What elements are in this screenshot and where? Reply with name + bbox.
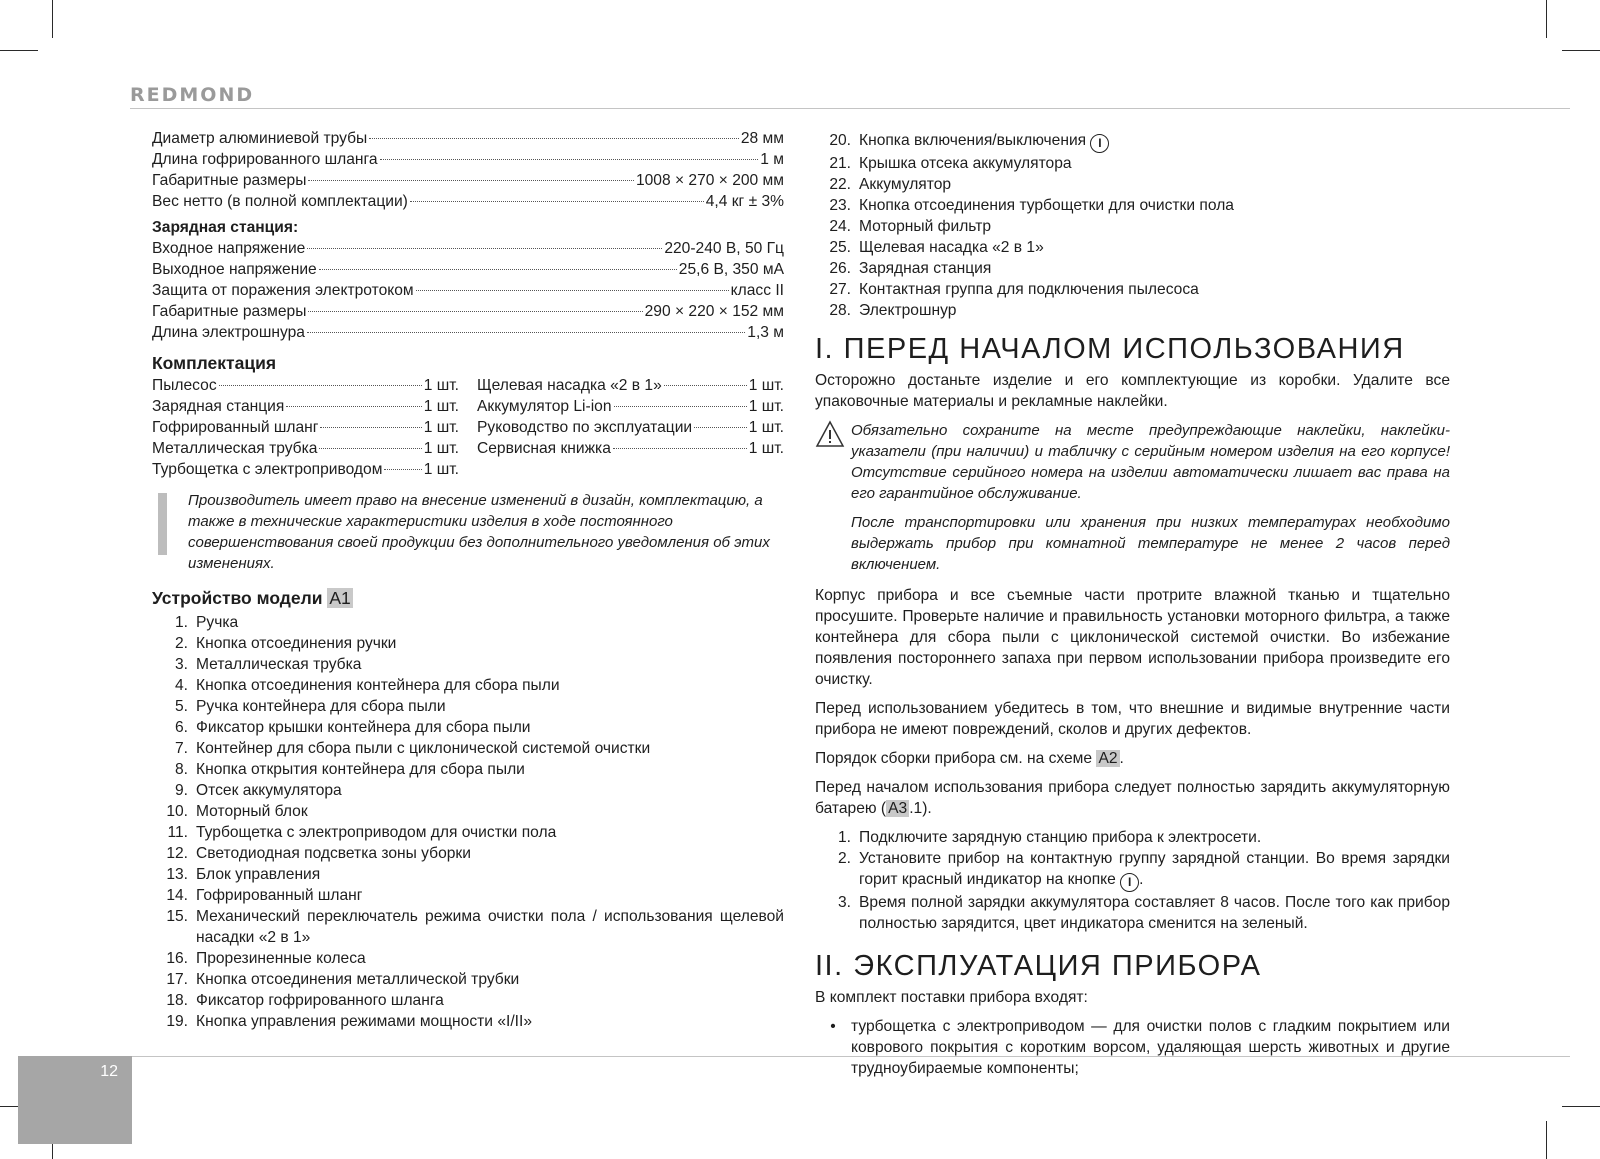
list-item: 8. Кнопка открытия контейнера для сбора пыли bbox=[174, 761, 525, 778]
crop-mark bbox=[0, 50, 38, 51]
figure-ref-a1: A1 bbox=[329, 588, 351, 608]
page-number-box bbox=[18, 1056, 132, 1144]
note-bar bbox=[158, 493, 167, 555]
spec-row: Габаритные размеры 290 × 220 × 152 мм bbox=[152, 303, 784, 320]
spec-row: Габаритные размеры 1008 × 270 × 200 мм bbox=[152, 172, 784, 189]
kit-title: Комплектация bbox=[152, 353, 277, 373]
list-item: 6. Фиксатор крышки контейнера для сбора пыли bbox=[174, 719, 531, 736]
list-item: 3. Металлическая трубка bbox=[174, 656, 362, 673]
kit-column-right bbox=[477, 375, 784, 480]
list-item: 13. Блок управления bbox=[166, 866, 321, 883]
list-item: 18. Фиксатор гофрированного шланга bbox=[166, 992, 444, 1009]
list-item: 15. Механический переключатель режима очистки пола / использования щелевой насадки «2 в 1» bbox=[166, 908, 784, 946]
warning-text-1: Обязательно сохраните на месте предупреждающие наклейки, наклейки-указатели (при наличии) и табличку с серийным номером изделия на его корпусе! Отсутствие серийного номера на изделии автоматически лишает вас права на его гарантийное обслуживание. bbox=[851, 422, 1450, 502]
spec-row: Входное напряжение 220-240 В, 50 Гц bbox=[152, 240, 784, 257]
spec-row: Выходное напряжение 25,6 В, 350 мА bbox=[152, 261, 784, 278]
power-icon: I bbox=[1120, 873, 1139, 892]
warning-note bbox=[815, 420, 1450, 575]
kit-column-left bbox=[152, 375, 459, 480]
list-item: 4. Кнопка отсоединения контейнера для сбора пыли bbox=[174, 677, 560, 694]
manufacturer-note: Производитель имеет право на внесение изменений в дизайн, комплектацию, а также в технические характеристики изделия в ходе постоянного совершенствования своей продукции без дополнительного уведомления об этих изменениях. bbox=[152, 490, 784, 574]
kit-bullets bbox=[815, 1016, 1450, 1079]
list-item: 1. Ручка bbox=[174, 614, 239, 631]
kit-row: Руководство по эксплуатации 1 шт. bbox=[477, 419, 784, 436]
charging-steps bbox=[815, 827, 1450, 934]
list-item: 16. Прорезиненные колеса bbox=[166, 950, 366, 967]
charging-station-title: Зарядная станция: bbox=[152, 219, 299, 236]
list-item: 11. Турбощетка с электроприводом для очистки пола bbox=[167, 824, 557, 841]
spec-row: Длина гофрированного шланга 1 м bbox=[152, 151, 784, 168]
warning-text-2: После транспортировки или хранения при низких температурах необходимо выдержать прибор при комнатной температуре не менее 2 часов перед включением. bbox=[851, 514, 1450, 573]
section-1-title: I. ПЕРЕД НАЧАЛОМ ИСПОЛЬЗОВАНИЯ bbox=[815, 333, 1405, 365]
kit-row: Аккумулятор Li-ion 1 шт. bbox=[477, 398, 784, 415]
spec-row: Защита от поражения электротоком класс II bbox=[152, 282, 784, 299]
list-item: 25. Щелевая насадка «2 в 1» bbox=[829, 239, 1044, 256]
device-parts-list-cont bbox=[815, 130, 1450, 321]
list-item: 12. Светодиодная подсветка зоны уборки bbox=[166, 845, 471, 862]
paragraph: Перед использованием убедитесь в том, что внешние и видимые внутренние части прибора не имеют повреждений, сколов и других дефектов. bbox=[815, 700, 1450, 738]
paragraph: Корпус прибора и все съемные части протрите влажной тканью и тщательно просушите. Проверьте наличие и правильность установки моторного фильтра, а также контейнера для сбора пыли с циклонической системой очистки. Во избежание появления постороннего запаха при первом использовании прибора произведите его очистку. bbox=[815, 587, 1450, 688]
kit-row: Гофрированный шланг 1 шт. bbox=[152, 419, 459, 436]
list-item: 26. Зарядная станция bbox=[829, 260, 992, 277]
device-title: Устройство модели A1 bbox=[152, 588, 351, 608]
list-item: 24. Моторный фильтр bbox=[829, 218, 992, 235]
list-item: 7. Контейнер для сбора пыли с циклонической системой очистки bbox=[174, 740, 651, 757]
kit-row: Сервисная книжка 1 шт. bbox=[477, 440, 784, 457]
crop-mark bbox=[1562, 1106, 1600, 1107]
list-item: 1. Подключите зарядную станцию прибора к электросети. bbox=[837, 829, 1262, 846]
page-number: 12 bbox=[100, 1063, 118, 1080]
left-column bbox=[152, 128, 784, 1032]
kit-table bbox=[152, 375, 784, 480]
crop-mark bbox=[52, 0, 53, 38]
section-2-title: II. ЭКСПЛУАТАЦИЯ ПРИБОРА bbox=[815, 950, 1262, 982]
specs-top bbox=[152, 128, 784, 212]
charging-station-specs bbox=[152, 238, 784, 343]
list-item: 2. Установите прибор на контактную группу зарядной станции. Во время зарядки горит красный индикатор на кнопке I . bbox=[815, 848, 1450, 892]
power-icon: I bbox=[1090, 134, 1109, 153]
crop-mark bbox=[1562, 50, 1600, 51]
spec-row: Длина электрошнура 1,3 м bbox=[152, 324, 784, 341]
crop-mark bbox=[1546, 0, 1547, 38]
kit-row: Металлическая трубка 1 шт. bbox=[152, 440, 459, 457]
list-item: 23. Кнопка отсоединения турбощетки для очистки пола bbox=[829, 197, 1234, 214]
figure-ref-a3: A3 bbox=[888, 800, 908, 817]
paragraph: Порядок сборки прибора см. на схеме A2 . bbox=[815, 750, 1124, 767]
list-item: 21. Крышка отсека аккумулятора bbox=[829, 155, 1072, 172]
list-item: 17. Кнопка отсоединения металлической трубки bbox=[166, 971, 520, 988]
kit-row: Щелевая насадка «2 в 1» 1 шт. bbox=[477, 377, 784, 394]
kit-row: Пылесос 1 шт. bbox=[152, 377, 459, 394]
list-item: 28. Электрошнур bbox=[829, 302, 957, 319]
list-item: 5. Ручка контейнера для сбора пыли bbox=[174, 698, 446, 715]
list-item: 19. Кнопка управления режимами мощности «I/II» bbox=[166, 1013, 532, 1030]
warning-icon bbox=[815, 420, 845, 454]
device-parts-list bbox=[152, 612, 784, 1032]
right-column bbox=[815, 128, 1450, 1079]
list-item: 2. Кнопка отсоединения ручки bbox=[174, 635, 397, 652]
list-item: 27. Контактная группа для подключения пылесоса bbox=[829, 281, 1199, 298]
list-item: • турбощетка с электроприводом — для очистки полов с гладким покрытием или коврового покрытия с коротким ворсом, удаляющая шерсть животных и другие трудноубираемые компоненты; bbox=[830, 1018, 1450, 1077]
section-1-intro: Осторожно достаньте изделие и его комплектующие из коробки. Удалите все упаковочные материалы и рекламные наклейки. bbox=[815, 372, 1450, 410]
list-item: 3. Время полной зарядки аккумулятора составляет 8 часов. После того как прибор полностью зарядится, цвет индикатора сменится на зеленый. bbox=[837, 894, 1450, 932]
figure-ref-a2: A2 bbox=[1098, 750, 1118, 767]
crop-mark bbox=[1546, 1121, 1547, 1159]
header-rule bbox=[130, 108, 1570, 109]
brand-logo: REDMOND bbox=[130, 84, 255, 106]
section-2-intro: В комплект поставки прибора входят: bbox=[815, 989, 1088, 1006]
list-item: 9. Отсек аккумулятора bbox=[174, 782, 342, 799]
paragraph: Перед началом использования прибора следует полностью зарядить аккумуляторную батарею ( A3 .1). bbox=[815, 779, 1450, 817]
list-item: 20. Кнопка включения/выключения I bbox=[815, 130, 1450, 153]
list-item: 10. Моторный блок bbox=[166, 803, 308, 820]
spec-row: Вес нетто (в полной комплектации) 4,4 кг ± 3% bbox=[152, 193, 784, 210]
list-item: 22. Аккумулятор bbox=[829, 176, 952, 193]
kit-row: Турбощетка с электроприводом 1 шт. bbox=[152, 461, 459, 478]
list-item: 14. Гофрированный шланг bbox=[166, 887, 363, 904]
spec-row: Диаметр алюминиевой трубы 28 мм bbox=[152, 130, 784, 147]
kit-row: Зарядная станция 1 шт. bbox=[152, 398, 459, 415]
